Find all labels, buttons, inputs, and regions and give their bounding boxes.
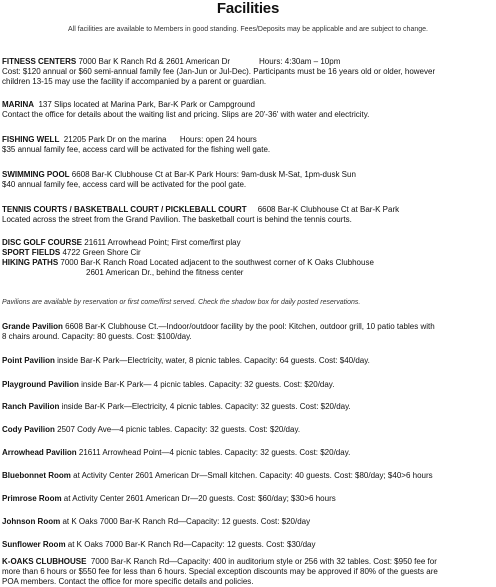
rental-primrose-room: [2, 494, 492, 504]
rental-details: 7000 Bar-K Ranch Rd—Capacity: 400 in auditorium style or 256 with 32 tables. Cost: $950 fee for: [86, 557, 437, 566]
fitness-centers-note: children 13-15 may use the facility if accompanied by a parent or guardian.: [2, 77, 267, 86]
rental-name: Primrose Room: [2, 494, 62, 503]
courts-heading: TENNIS COURTS / BASKETBALL COURT / PICKLEBALL COURT: [2, 205, 247, 214]
fitness-centers-heading: FITNESS CENTERS: [2, 57, 77, 66]
rental-k-oaks-clubhouse: [2, 557, 492, 587]
rental-name: Point Pavilion: [2, 356, 55, 365]
rental-playground-pavilion: [2, 380, 492, 390]
rental-name: Sunflower Room: [2, 540, 66, 549]
courts-section: [2, 205, 492, 225]
page-title: Facilities: [216, 0, 280, 17]
sport-fields-heading: SPORT FIELDS: [2, 248, 61, 257]
swimming-pool-heading: SWIMMING POOL: [2, 170, 70, 179]
rental-name: K-OAKS CLUBHOUSE: [2, 557, 87, 566]
fishing-well-section: [2, 135, 492, 155]
courts-note: Located across the street from the Grand Pavilion. The basketball court is behind the tennis courts.: [2, 215, 352, 224]
rental-details-cont: more than 6 hours or $550 fee for less than 6 hours. Special exception discounts may be approved if 80% of the guests are: [2, 567, 438, 576]
fishing-well-details: 21205 Park Dr on the marina Hours: open 24 hours: [59, 135, 257, 144]
rental-details: at K Oaks 7000 Bar-K Ranch Rd—Capacity: 12 guests. Cost: $30/day: [65, 540, 316, 549]
rental-bluebonnet-room: [2, 471, 492, 481]
rental-details: 2507 Cody Ave—4 picnic tables. Capacity: 32 guests. Cost: $20/day.: [54, 425, 301, 434]
rental-point-pavilion: [2, 356, 492, 366]
courts-details: 6608 Bar-K Clubhouse Ct at Bar-K Park: [246, 205, 400, 214]
rental-grande-pavilion: [2, 322, 492, 342]
rental-details: at K Oaks 7000 Bar-K Ranch Rd—Capacity: 12 guests. Cost: $20/day: [60, 517, 311, 526]
hiking-paths-heading: HIKING PATHS: [2, 258, 59, 267]
marina-note: Contact the office for details about the waiting list and pricing. Slips are 20'-36' with water and electricity.: [2, 110, 370, 119]
fitness-centers-cost: Cost: $120 annual or $60 semi-annual family fee (Jan-Jun or Jul-Dec). Participants must be 16 years old or older, however: [2, 67, 436, 76]
swimming-pool-note: $40 annual family fee, access card will be activated for the pool gate.: [2, 180, 247, 189]
fitness-centers-section: [2, 57, 492, 87]
fitness-centers-details: 7000 Bar K Ranch Rd & 2601 American Dr Hours: 4:30am – 10pm: [76, 57, 341, 66]
rental-name: Grande Pavilion: [2, 322, 63, 331]
rental-arrowhead-pavilion: [2, 448, 492, 458]
sport-fields-details: 4722 Green Shore Cir: [60, 248, 141, 257]
rental-details: 6608 Bar-K Clubhouse Ct.—Indoor/outdoor facility by the pool: Kitchen, outdoor grill, 10 patio tables with: [62, 322, 435, 331]
rental-name: Bluebonnet Room: [2, 471, 71, 480]
rental-name: Playground Pavilion: [2, 380, 79, 389]
rental-sunflower-room: [2, 540, 492, 550]
fishing-well-heading: FISHING WELL: [2, 135, 60, 144]
rental-details: inside Bar-K Park— 4 picnic tables. Capacity: 32 guests. Cost: $20/day.: [78, 380, 335, 389]
marina-details: 137 Slips located at Marina Park, Bar-K Park or Campground: [34, 100, 255, 109]
hiking-paths-details: 7000 Bar-K Ranch Road Located adjacent to the southwest corner of K Oaks Clubhouse: [58, 258, 374, 267]
marina-heading: MARINA: [2, 100, 34, 109]
fishing-well-note: $35 annual family fee, access card will be activated for the fishing well gate.: [2, 145, 271, 154]
rental-details: at Activity Center 2601 American Dr—20 guests. Cost: $60/day; $30>6 hours: [61, 494, 336, 503]
disc-sport-hiking-section: [2, 238, 492, 278]
rental-name: Arrowhead Pavilion: [2, 448, 77, 457]
rental-ranch-pavilion: [2, 402, 492, 412]
rental-name: Johnson Room: [2, 517, 61, 526]
rental-details: inside Bar-K Park—Electricity, 4 picnic tables. Capacity: 32 guests. Cost: $20/day.: [59, 402, 351, 411]
rental-name: Cody Pavilion: [2, 425, 55, 434]
marina-section: [2, 100, 492, 120]
hiking-paths-location: 2601 American Dr., behind the fitness center: [86, 268, 244, 277]
rental-details-cont2: POA members. Contact the office for more specific details and policies.: [2, 577, 254, 586]
rental-johnson-room: [2, 517, 492, 527]
disc-golf-details: 21611 Arrowhead Point; First come/first play: [82, 238, 241, 247]
rental-details: 21611 Arrowhead Point—4 picnic tables. Capacity: 32 guests. Cost: $20/day.: [76, 448, 351, 457]
disc-golf-heading: DISC GOLF COURSE: [2, 238, 83, 247]
swimming-pool-section: [2, 170, 492, 190]
rental-details: at Activity Center 2601 American Dr—Small kitchen. Capacity: 40 guests. Cost: $80/day; $40>6 hours: [70, 471, 433, 480]
rental-details-cont: 8 chairs around. Capacity: 80 guests. Cost: $100/day.: [2, 332, 192, 341]
rental-details: inside Bar-K Park—Electricity, water, 8 picnic tables. Capacity: 64 guests. Cost: $40/day.: [54, 356, 370, 365]
swimming-pool-details: 6608 Bar-K Clubhouse Ct at Bar-K Park Hours: 9am-dusk M-Sat, 1pm-dusk Sun: [69, 170, 356, 179]
rental-cody-pavilion: [2, 425, 492, 435]
pavilion-reservation-note: Pavilions are available by reservation or first come/first served. Check the shadow box for daily posted reservations.: [2, 299, 361, 306]
rental-name: Ranch Pavilion: [2, 402, 60, 411]
intro-text: All facilities are available to Members in good standing. Fees/Deposits may be applicable and are subject to change.: [68, 26, 428, 33]
